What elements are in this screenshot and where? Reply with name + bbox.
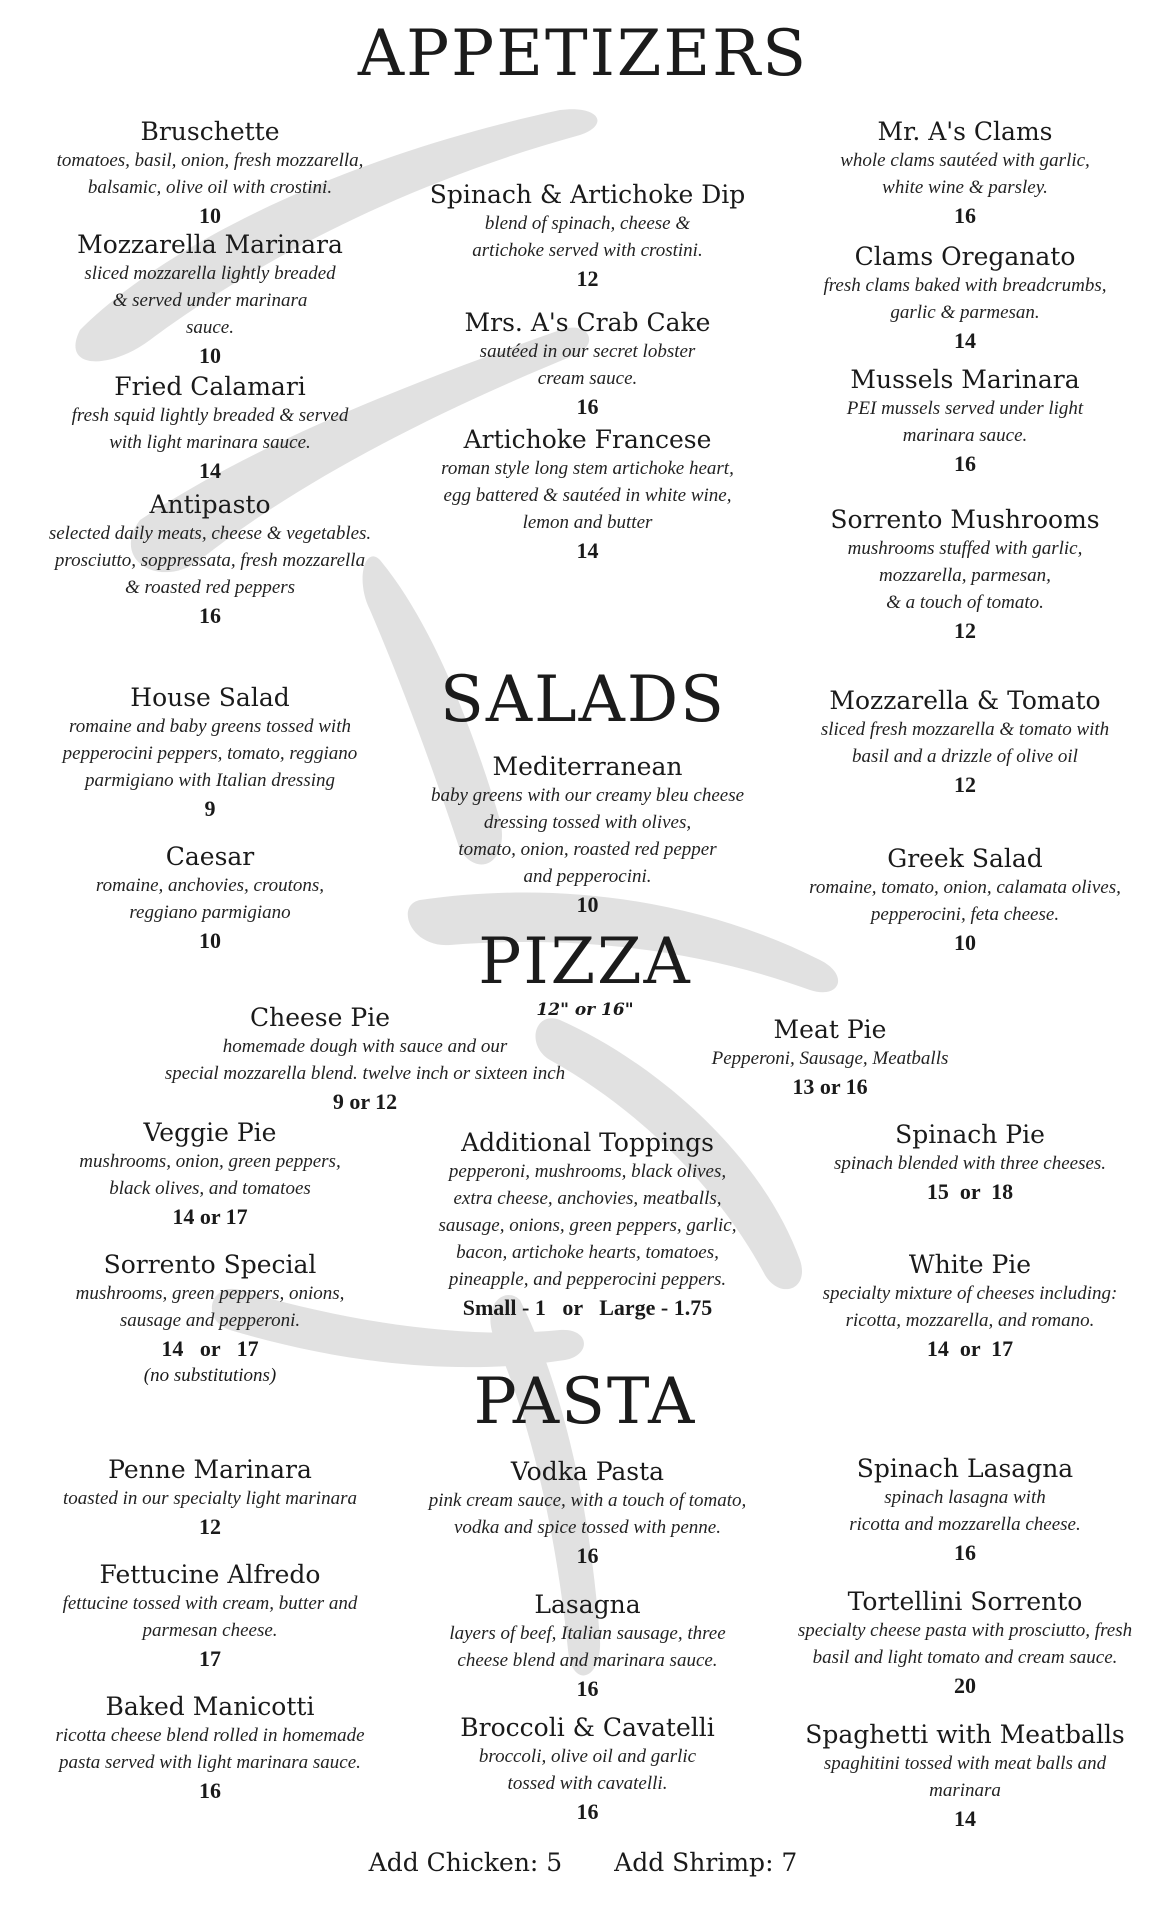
- item-name: Fried Calamari: [114, 372, 306, 401]
- item-desc-line: homemade dough with sauce and our: [222, 1036, 508, 1057]
- item-desc-line: sauce.: [185, 317, 234, 338]
- item-price: 16: [954, 1540, 976, 1565]
- item-desc-line: romaine, anchovies, croutons,: [95, 875, 325, 896]
- item-price: 10: [199, 928, 221, 953]
- item-desc-line: marinara sauce.: [902, 425, 1028, 446]
- item-name: Mediterranean: [492, 752, 683, 781]
- menu-item-cheese-pie: [140, 1003, 590, 1116]
- pizza-sizes-note: 12" or 16": [536, 1000, 634, 1020]
- item-desc-line: egg battered & sautéed in white wine,: [443, 485, 732, 506]
- add-ons-footer: [300, 1848, 866, 1877]
- menu-item-additional-toppings: [395, 1128, 780, 1322]
- menu-item-baked-manicotti: [30, 1692, 390, 1805]
- item-price: 12: [576, 266, 599, 291]
- item-price: 14 or 17: [161, 1336, 259, 1361]
- item-desc-line: & served under marinara: [112, 290, 308, 311]
- item-desc-line: special mozzarella blend. twelve inch or sixteen inch: [164, 1063, 566, 1084]
- menu-item-clams-oreganato: [780, 242, 1150, 355]
- item-name: Fettucine Alfredo: [99, 1560, 321, 1589]
- item-desc-line: whole clams sautéed with garlic,: [840, 150, 1090, 171]
- item-name: Sorrento Mushrooms: [830, 505, 1100, 534]
- item-desc-line: blend of spinach, cheese &: [484, 213, 691, 234]
- item-desc-line: reggiano parmigiano: [129, 902, 291, 923]
- item-price: 10: [954, 930, 976, 955]
- item-desc-line: parmigiano with Italian dressing: [84, 770, 335, 791]
- item-desc-line: baby greens with our creamy bleu cheese: [430, 785, 745, 806]
- item-name: Vodka Pasta: [510, 1457, 665, 1486]
- appetizers-heading: APPETIZERS: [357, 17, 809, 91]
- pizza-heading: PIZZA: [478, 925, 692, 999]
- item-desc-line: broccoli, olive oil and garlic: [478, 1746, 697, 1767]
- item-name: Meat Pie: [773, 1015, 887, 1044]
- menu-item-fettucine-alfredo: [30, 1560, 390, 1673]
- item-price: 17: [199, 1646, 221, 1671]
- item-desc-line: ricotta cheese blend rolled in homemade: [55, 1725, 365, 1746]
- item-desc-line: toasted in our specialty light marinara: [63, 1488, 357, 1509]
- item-price: 12: [954, 618, 976, 643]
- item-desc-line: spinach blended with three cheeses.: [833, 1153, 1107, 1174]
- item-price: 9: [204, 796, 216, 821]
- item-desc-line: black olives, and tomatoes: [109, 1178, 311, 1199]
- item-name: House Salad: [130, 683, 290, 712]
- item-price: 16: [576, 1676, 599, 1701]
- item-name: Tortellini Sorrento: [847, 1587, 1083, 1616]
- add-shrimp: Add Shrimp: 7: [614, 1848, 798, 1877]
- item-desc-line: vodka and spice tossed with penne.: [453, 1517, 721, 1538]
- item-desc-line: mozzarella, parmesan,: [879, 565, 1051, 586]
- item-desc-line: basil and a drizzle of olive oil: [852, 746, 1078, 767]
- item-desc-line: prosciutto, soppressata, fresh mozzarella: [54, 550, 366, 571]
- item-desc-line: marinara: [929, 1780, 1001, 1801]
- item-name: Mr. A's Clams: [877, 117, 1053, 146]
- item-name: White Pie: [908, 1250, 1032, 1279]
- item-desc-line: sausage and pepperoni.: [119, 1310, 301, 1331]
- item-name: Sorrento Special: [103, 1250, 317, 1279]
- menu-item-caesar: [30, 842, 390, 955]
- item-name: Greek Salad: [887, 844, 1043, 873]
- menu-item-spinach-pie: [790, 1120, 1150, 1206]
- item-desc-line: PEI mussels served under light: [846, 398, 1084, 419]
- menu-item-spinach-artichoke-dip: [395, 180, 780, 293]
- item-price: 20: [954, 1673, 976, 1698]
- item-price: 14 or 17: [926, 1336, 1014, 1361]
- menu-item-bruschette: [30, 117, 390, 230]
- item-desc-line: tomatoes, basil, onion, fresh mozzarella,: [56, 150, 364, 171]
- item-desc-line: romaine and baby greens tossed with: [69, 716, 351, 737]
- item-name: Spaghetti with Meatballs: [805, 1720, 1125, 1749]
- item-name: Lasagna: [534, 1590, 641, 1619]
- item-desc-line: specialty mixture of cheeses including:: [822, 1283, 1118, 1304]
- item-desc-line: specialty cheese pasta with prosciutto, fresh: [797, 1620, 1133, 1641]
- menu-item-fried-calamari: [30, 372, 390, 485]
- item-desc-line: Pepperoni, Sausage, Meatballs: [711, 1048, 949, 1069]
- item-name: Caesar: [165, 842, 255, 871]
- menu-item-meat-pie: [680, 1015, 980, 1101]
- item-name: Additional Toppings: [461, 1128, 714, 1157]
- item-desc-line: sautéed in our secret lobster: [479, 341, 696, 362]
- item-desc-line: pasta served with light marinara sauce.: [59, 1752, 361, 1773]
- item-desc-line: artichoke served with crostini.: [472, 240, 703, 261]
- item-desc-line: with light marinara sauce.: [109, 432, 311, 453]
- item-desc-line: pepperoni, mushrooms, black olives,: [448, 1161, 727, 1182]
- menu-item-greek-salad: [780, 844, 1150, 957]
- item-price: 9 or 12: [332, 1089, 398, 1114]
- item-price: 14: [199, 458, 221, 483]
- item-desc-line: ricotta and mozzarella cheese.: [849, 1514, 1081, 1535]
- item-desc-line: balsamic, olive oil with crostini.: [87, 177, 333, 198]
- item-desc-line: mushrooms, onion, green peppers,: [79, 1151, 341, 1172]
- item-desc-line: tomato, onion, roasted red pepper: [458, 839, 717, 860]
- item-desc-line: fettucine tossed with cream, butter and: [62, 1593, 358, 1614]
- item-price: 16: [199, 603, 221, 628]
- pasta-heading: PASTA: [473, 1365, 697, 1439]
- item-price: 10: [199, 203, 221, 228]
- item-desc-line: cream sauce.: [537, 368, 638, 389]
- item-price: 14: [954, 328, 976, 353]
- menu-item-broccoli-cavatelli: [395, 1713, 780, 1826]
- menu-item-veggie-pie: [30, 1118, 390, 1231]
- menu-item-antipasto: [30, 490, 390, 630]
- item-price: 14: [954, 1806, 976, 1831]
- item-desc-line: and pepperocini.: [523, 866, 652, 887]
- menu-item-sorrento-mushrooms: [780, 505, 1150, 645]
- item-desc-line: pineapple, and pepperocini peppers.: [448, 1269, 727, 1290]
- item-name: Cheese Pie: [249, 1003, 390, 1032]
- item-name: Spinach & Artichoke Dip: [429, 180, 746, 209]
- menu-item-house-salad: [30, 683, 390, 823]
- menu-item-mussels-marinara: [780, 365, 1150, 478]
- item-price: 12: [954, 772, 976, 797]
- item-desc-line: pepperocini, feta cheese.: [870, 904, 1060, 925]
- item-desc-line: sausage, onions, green peppers, garlic,: [438, 1215, 737, 1236]
- item-name: Spinach Pie: [895, 1120, 1045, 1149]
- item-desc-line: basil and light tomato and cream sauce.: [812, 1647, 1118, 1668]
- item-note: (no substitutions): [143, 1365, 277, 1386]
- menu-item-mediterranean: [395, 752, 780, 919]
- menu-item-tortellini-sorrento: [780, 1587, 1150, 1700]
- item-desc-line: ricotta, mozzarella, and romano.: [845, 1310, 1095, 1331]
- item-desc-line: bacon, artichoke hearts, tomatoes,: [456, 1242, 719, 1263]
- item-desc-line: pepperocini peppers, tomato, reggiano: [62, 743, 358, 764]
- item-desc-line: dressing tossed with olives,: [483, 812, 692, 833]
- item-price: 10: [199, 343, 221, 368]
- item-desc-line: garlic & parmesan.: [890, 302, 1040, 323]
- add-chicken: Add Chicken: 5: [368, 1848, 563, 1877]
- item-price: 16: [576, 394, 599, 419]
- menu-item-lasagna: [395, 1590, 780, 1703]
- menu-item-spaghetti-meatballs: [780, 1720, 1150, 1833]
- item-desc-line: roman style long stem artichoke heart,: [441, 458, 734, 479]
- item-desc-line: selected daily meats, cheese & vegetables.: [48, 523, 372, 544]
- item-price: 14: [576, 538, 599, 563]
- menu-item-penne-marinara: [30, 1455, 390, 1541]
- item-name: Mrs. A's Crab Cake: [464, 308, 711, 337]
- menu-item-artichoke-francese: [395, 425, 780, 565]
- item-desc-line: fresh clams baked with breadcrumbs,: [823, 275, 1107, 296]
- item-price: 13 or 16: [792, 1074, 868, 1099]
- item-desc-line: mushrooms stuffed with garlic,: [847, 538, 1083, 559]
- item-price: Small - 1 or Large - 1.75: [462, 1295, 713, 1320]
- item-name: Mussels Marinara: [850, 365, 1080, 394]
- item-desc-line: parmesan cheese.: [142, 1620, 278, 1641]
- item-desc-line: pink cream sauce, with a touch of tomato,: [428, 1490, 747, 1511]
- item-price: 15 or 18: [926, 1179, 1014, 1204]
- item-price: 16: [199, 1778, 221, 1803]
- menu-item-vodka-pasta: [395, 1457, 780, 1570]
- item-desc-line: spinach lasagna with: [884, 1487, 1046, 1508]
- item-desc-line: tossed with cavatelli.: [507, 1773, 668, 1794]
- item-desc-line: romaine, tomato, onion, calamata olives,: [809, 877, 1121, 898]
- menu-item-spinach-lasagna: [780, 1454, 1150, 1567]
- item-desc-line: layers of beef, Italian sausage, three: [449, 1623, 726, 1644]
- item-name: Penne Marinara: [108, 1455, 312, 1484]
- item-name: Artichoke Francese: [463, 425, 712, 454]
- salads-heading: SALADS: [440, 663, 726, 737]
- item-desc-line: sliced fresh mozzarella & tomato with: [820, 719, 1110, 740]
- item-name: Clams Oreganato: [854, 242, 1076, 271]
- item-desc-line: & roasted red peppers: [124, 577, 296, 598]
- item-name: Antipasto: [149, 490, 271, 519]
- menu-item-crab-cake: [395, 308, 780, 421]
- item-name: Veggie Pie: [143, 1118, 277, 1147]
- menu-item-mozzarella-marinara: [30, 230, 390, 370]
- item-desc-line: lemon and butter: [522, 512, 653, 533]
- menu-item-sorrento-special: [30, 1250, 390, 1389]
- menu-item-mozzarella-tomato: [780, 686, 1150, 799]
- item-desc-line: extra cheese, anchovies, meatballs,: [453, 1188, 722, 1209]
- menu-item-white-pie: [790, 1250, 1150, 1363]
- item-name: Baked Manicotti: [105, 1692, 315, 1721]
- item-name: Spinach Lasagna: [856, 1454, 1074, 1483]
- item-desc-line: mushrooms, green peppers, onions,: [75, 1283, 345, 1304]
- item-price: 16: [576, 1543, 599, 1568]
- menu-item-mr-a-clams: [780, 117, 1150, 230]
- item-name: Mozzarella & Tomato: [829, 686, 1101, 715]
- item-name: Bruschette: [140, 117, 280, 146]
- item-price: 16: [576, 1799, 599, 1824]
- item-desc-line: spaghitini tossed with meat balls and: [823, 1753, 1107, 1774]
- item-price: 16: [954, 203, 976, 228]
- item-name: Broccoli & Cavatelli: [460, 1713, 715, 1742]
- item-desc-line: white wine & parsley.: [882, 177, 1048, 198]
- item-price: 12: [199, 1514, 221, 1539]
- item-desc-line: sliced mozzarella lightly breaded: [84, 263, 336, 284]
- item-desc-line: cheese blend and marinara sauce.: [457, 1650, 718, 1671]
- item-price: 10: [576, 892, 599, 917]
- item-name: Mozzarella Marinara: [77, 230, 343, 259]
- item-price: 16: [954, 451, 976, 476]
- item-desc-line: & a touch of tomato.: [886, 592, 1044, 613]
- item-price: 14 or 17: [172, 1204, 248, 1229]
- item-desc-line: fresh squid lightly breaded & served: [71, 405, 349, 426]
